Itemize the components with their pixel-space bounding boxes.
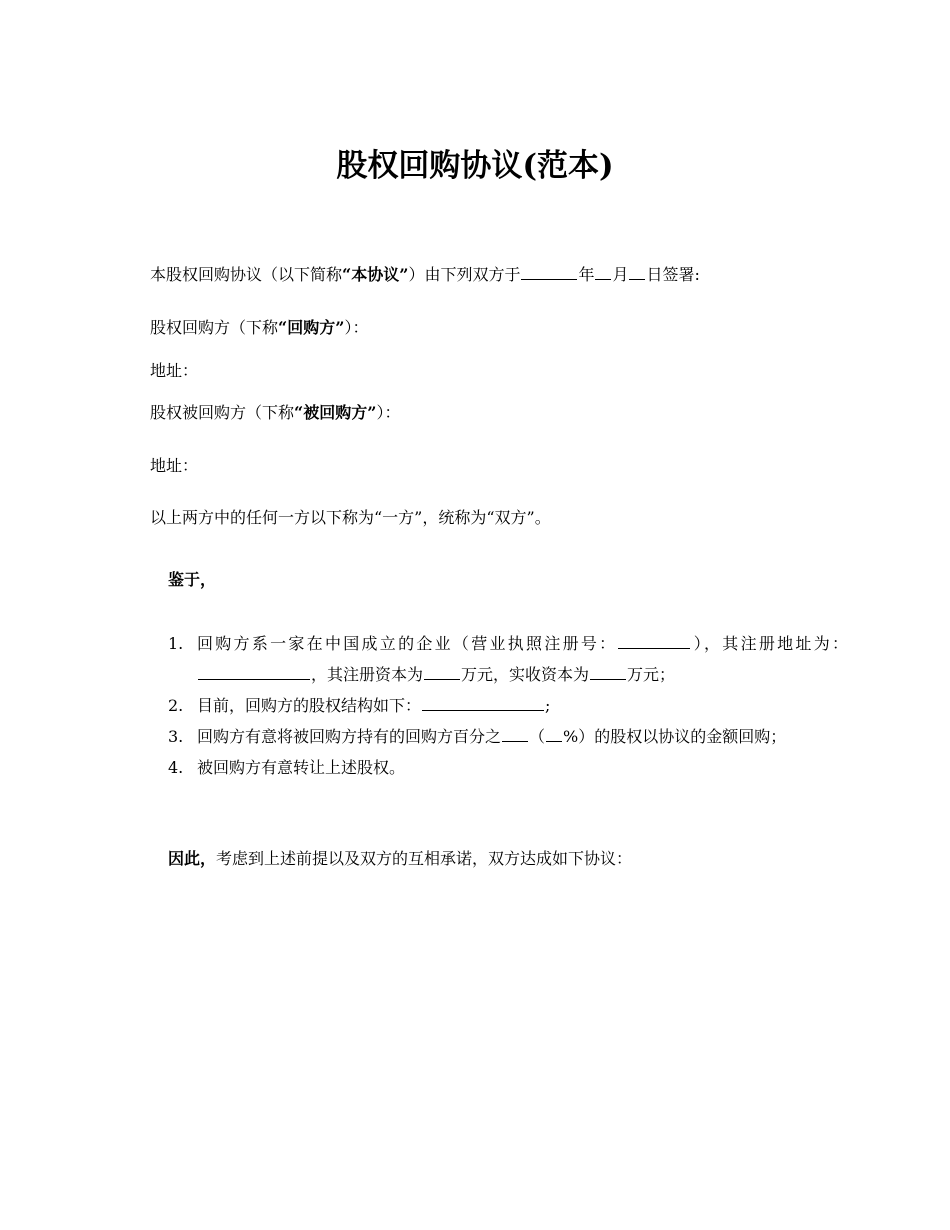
registered-address-blank [198,665,310,680]
intro-defined-term: “本协议” [342,265,409,284]
registration-number-blank [618,634,690,649]
recital-1-text-c: ，其注册资本为 [311,665,424,684]
party-a-address: 地址： [150,361,199,380]
equity-structure-blank [422,696,544,711]
conclusion-paragraph [168,846,632,869]
list-item [168,752,848,783]
party-a-prefix: 股权回购方（下称 [150,318,279,337]
list-item-number: 1. [168,634,184,653]
recital-1-text-b: ），其注册地址为： [691,634,848,653]
recital-1-text-d: 万元，实收资本为 [461,665,590,684]
party-b-term: “被回购方” [294,403,377,422]
intro-text: 本股权回购协议（以下简称 [150,265,343,284]
recital-4-text: 被回购方有意转让上述股权。 [197,758,406,777]
list-item-number: 4. [168,758,184,777]
recital-2-text-a: 目前，回购方的股权结构如下： [197,696,422,715]
list-item [168,628,848,690]
party-b-line [150,400,400,423]
parties-note: 以上两方中的任何一方以下称为“一方”，统称为“双方”。 [150,508,551,527]
whereas-heading: 鉴于， [168,570,217,589]
list-item-number: 2. [168,696,184,715]
party-a-line [150,315,368,338]
party-a-term: “回购方” [278,318,345,337]
month-blank [595,265,611,280]
document-title: 股权回购协议(范本) [336,148,614,184]
year-blank [521,265,577,280]
registered-capital-blank [424,665,460,680]
list-item [168,721,848,752]
recitals-list [168,628,848,783]
party-b-address: 地址： [150,456,199,475]
party-b-prefix: 股权被回购方（下称 [150,403,295,422]
day-label: 日签署: [646,265,700,284]
party-b-suffix: ）： [376,403,401,422]
list-item-number: 3. [168,727,184,746]
conclusion-lead: 因此， [168,849,217,868]
recital-3-text-b: （ [529,727,546,746]
list-item [168,690,848,721]
recital-3-text-a: 回购方有意将被回购方持有的回购方百分之 [197,727,502,746]
percentage-number-blank [546,727,562,742]
conclusion-text: 考虑到上述前提以及双方的互相承诺，双方达成如下协议： [216,849,633,868]
recital-1-text-e: 万元； [627,665,676,684]
percentage-words-blank [502,727,528,742]
recital-2-text-b: ; [545,696,551,715]
month-label: 月 [612,265,629,284]
party-a-suffix: ）： [344,318,369,337]
intro-paragraph [150,262,700,285]
intro-text-2: ）由下列双方于 [408,265,521,284]
paid-in-capital-blank [590,665,626,680]
recital-3-text-c: %）的股权以协议的金额回购； [563,727,787,746]
year-label: 年 [578,265,595,284]
recital-1-text-a: 回购方系一家在中国成立的企业（营业执照注册号： [197,634,618,653]
day-blank [629,265,645,280]
